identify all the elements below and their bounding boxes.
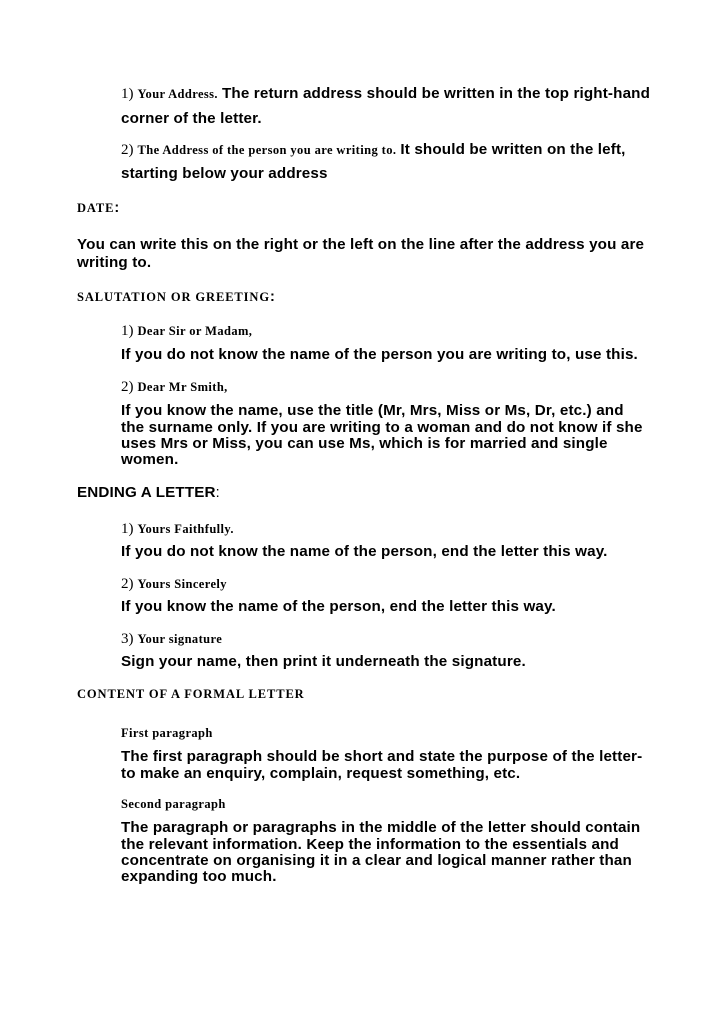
ending-item-1-title: Yours Faithfully. — [137, 522, 234, 536]
address-item-2-text-cont: starting below your address — [121, 165, 328, 182]
content-p1-line: The first paragraph should be short and state the purpose of the letter- — [121, 748, 643, 765]
address-item-2 — [121, 141, 626, 159]
ending-item-1-text: If you do not know the name of the person, end the letter this way. — [121, 543, 608, 560]
ending-heading-text: ENDING A LETTER — [77, 484, 216, 501]
date-text: You can write this on the right or the left on the line after the address you are — [77, 236, 645, 253]
content-p2-line: the relevant information. Keep the information to the essentials and — [121, 836, 619, 853]
ending-item-2-number: 2) — [121, 576, 134, 592]
ending-heading-colon: : — [215, 485, 220, 501]
ending-item-2-text: If you know the name of the person, end the letter this way. — [121, 598, 556, 615]
salutation-item-1-title: Dear Sir or Madam, — [137, 324, 253, 338]
date-text-cont: writing to. — [77, 254, 152, 271]
date-heading — [77, 199, 120, 217]
salutation-item-2 — [121, 378, 228, 396]
salutation-heading-colon: : — [269, 289, 276, 305]
salutation-item-2-line: uses Mrs or Miss, you can use Ms, which is for married and single — [121, 435, 608, 452]
salutation-item-2-title: Dear Mr Smith, — [137, 380, 228, 394]
ending-item-2 — [121, 575, 227, 593]
ending-item-3-title: Your signature — [137, 632, 223, 646]
date-heading-colon: : — [114, 200, 120, 216]
address-item-1-title: Your Address. — [137, 87, 218, 101]
address-item-2-title: The Address of the person you are writing to. — [137, 143, 397, 157]
salutation-item-2-line: If you know the name, use the title (Mr, Mrs, Miss or Ms, Dr, etc.) and — [121, 402, 624, 419]
ending-item-1 — [121, 520, 234, 538]
address-item-1-text: The return address should be written in the top right-hand — [221, 85, 651, 102]
date-heading-text: DATE — [77, 201, 115, 215]
content-p2-line: expanding too much. — [121, 868, 277, 885]
ending-item-3 — [121, 630, 222, 648]
ending-item-2-title: Yours Sincerely — [137, 577, 227, 591]
content-p1-line: to make an enquiry, complain, request something, etc. — [121, 765, 521, 782]
salutation-heading-text: SALUTATION OR GREETING — [77, 290, 270, 304]
ending-item-1-number: 1) — [121, 521, 134, 537]
salutation-heading — [77, 288, 275, 306]
salutation-item-1-text: If you do not know the name of the person you are writing to, use this. — [121, 346, 638, 363]
address-item-1-number: 1) — [121, 86, 134, 102]
salutation-item-1-number: 1) — [121, 323, 134, 339]
address-item-1 — [121, 85, 650, 103]
content-p2-line: concentrate on organising it in a clear and logical manner rather than — [121, 852, 632, 869]
salutation-item-2-line: women. — [121, 451, 179, 468]
address-item-2-text: It should be written on the left, — [400, 141, 626, 158]
salutation-item-1 — [121, 322, 252, 340]
ending-heading — [77, 484, 220, 502]
content-p2-line: The paragraph or paragraphs in the middle of the letter should contain — [121, 819, 641, 836]
content-p2-title: Second paragraph — [121, 797, 226, 811]
salutation-item-2-line: the surname only. If you are writing to a woman and do not know if she — [121, 419, 643, 436]
content-p1-title: First paragraph — [121, 726, 213, 740]
content-heading: CONTENT OF A FORMAL LETTER — [77, 687, 305, 701]
address-item-1-text-cont: corner of the letter. — [121, 110, 262, 127]
ending-item-3-number: 3) — [121, 631, 134, 647]
ending-item-3-text: Sign your name, then print it underneath the signature. — [121, 653, 526, 670]
address-item-2-number: 2) — [121, 142, 134, 158]
salutation-item-2-number: 2) — [121, 379, 134, 395]
